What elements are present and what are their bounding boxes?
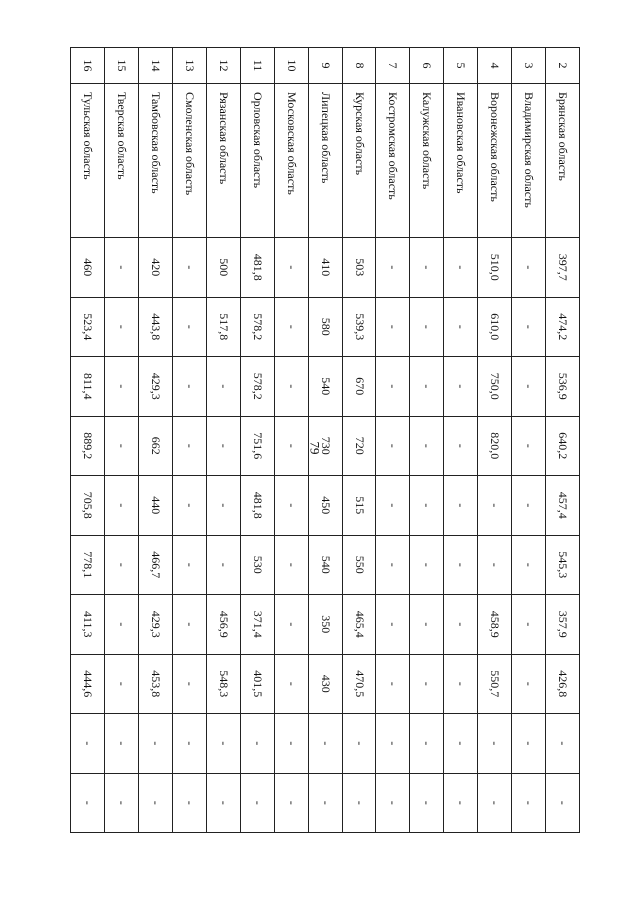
- value-cell: -: [308, 714, 342, 774]
- table-row: [71, 48, 105, 833]
- value-cell: -: [206, 416, 240, 476]
- value-cell: -: [376, 416, 410, 476]
- value-cell: -: [172, 535, 206, 595]
- table-row: [206, 48, 240, 833]
- value-cell: -: [274, 773, 308, 833]
- value-cell: -: [172, 238, 206, 298]
- table-body: [71, 48, 580, 833]
- value-cell: -: [240, 714, 274, 774]
- value-cell: -: [105, 357, 139, 417]
- table-row: [410, 48, 444, 833]
- table-row: [240, 48, 274, 833]
- value-cell: -: [444, 595, 478, 655]
- region-name: Смоленская область: [172, 84, 206, 238]
- value-cell: -: [376, 654, 410, 714]
- value-cell: 730: [308, 416, 342, 476]
- region-name: Брянская область: [546, 84, 580, 238]
- value-cell: -: [410, 416, 444, 476]
- value-cell: 466,7: [139, 535, 173, 595]
- value-cell: -: [172, 416, 206, 476]
- value-cell: -: [444, 476, 478, 536]
- value-cell: -: [105, 535, 139, 595]
- region-name: Курская область: [342, 84, 376, 238]
- value-cell: -: [512, 416, 546, 476]
- value-cell: 503: [342, 238, 376, 298]
- value-cell: 429,3: [139, 357, 173, 417]
- value-cell: -: [444, 654, 478, 714]
- row-number: 13: [172, 48, 206, 84]
- value-cell: -: [105, 773, 139, 833]
- value-cell: -: [512, 476, 546, 536]
- region-name: Воронежская область: [478, 84, 512, 238]
- value-cell: -: [376, 357, 410, 417]
- value-cell: -: [105, 297, 139, 357]
- value-cell: 458,9: [478, 595, 512, 655]
- row-number: 14: [139, 48, 173, 84]
- value-cell: 517,8: [206, 297, 240, 357]
- value-cell: 397,7: [546, 238, 580, 298]
- value-cell: 443,8: [139, 297, 173, 357]
- value-cell: -: [444, 714, 478, 774]
- value-cell: 460: [71, 238, 105, 298]
- value-cell: -: [105, 416, 139, 476]
- value-cell: -: [444, 535, 478, 595]
- value-cell: -: [274, 714, 308, 774]
- value-cell: -: [105, 714, 139, 774]
- value-cell: 540: [308, 535, 342, 595]
- value-cell: -: [274, 416, 308, 476]
- value-cell: -: [240, 773, 274, 833]
- value-cell: -: [512, 535, 546, 595]
- value-cell: -: [512, 773, 546, 833]
- table-row: [139, 48, 173, 833]
- value-cell: -: [376, 476, 410, 536]
- table-row: [512, 48, 546, 833]
- value-cell: 510,0: [478, 238, 512, 298]
- row-number: 12: [206, 48, 240, 84]
- value-cell: -: [444, 238, 478, 298]
- value-cell: -: [274, 595, 308, 655]
- value-cell: -: [206, 714, 240, 774]
- value-cell: 550,7: [478, 654, 512, 714]
- value-cell: -: [512, 714, 546, 774]
- value-cell: -: [512, 595, 546, 655]
- value-cell: 578,2: [240, 297, 274, 357]
- value-cell: -: [376, 595, 410, 655]
- value-cell: 371,4: [240, 595, 274, 655]
- value-cell: 536,9: [546, 357, 580, 417]
- region-name: Костромская область: [376, 84, 410, 238]
- table-row: [546, 48, 580, 833]
- row-number: 9: [308, 48, 342, 84]
- value-cell: -: [410, 238, 444, 298]
- value-cell: -: [172, 773, 206, 833]
- value-cell: 530: [240, 535, 274, 595]
- value-cell: -: [139, 773, 173, 833]
- value-cell: 500: [206, 238, 240, 298]
- row-number: 7: [376, 48, 410, 84]
- value-cell: -: [342, 714, 376, 774]
- value-cell: -: [478, 773, 512, 833]
- value-cell: -: [376, 714, 410, 774]
- value-cell: 457,4: [546, 476, 580, 536]
- value-cell: -: [274, 357, 308, 417]
- regions-data-table: [70, 47, 580, 833]
- value-cell: -: [71, 714, 105, 774]
- value-cell: 357,9: [546, 595, 580, 655]
- value-cell: 640,2: [546, 416, 580, 476]
- region-name: Тверская область: [105, 84, 139, 238]
- value-cell: -: [410, 714, 444, 774]
- value-cell: -: [410, 297, 444, 357]
- table-row: [274, 48, 308, 833]
- row-number: 6: [410, 48, 444, 84]
- row-number: 3: [512, 48, 546, 84]
- value-cell: 420: [139, 238, 173, 298]
- value-cell: -: [274, 535, 308, 595]
- value-cell: 453,8: [139, 654, 173, 714]
- value-cell: -: [478, 535, 512, 595]
- value-cell: 662: [139, 416, 173, 476]
- value-cell: -: [71, 773, 105, 833]
- table-row: [105, 48, 139, 833]
- row-number: 2: [546, 48, 580, 84]
- value-cell: -: [342, 773, 376, 833]
- value-cell: 751,6: [240, 416, 274, 476]
- table-row: [478, 48, 512, 833]
- value-cell: -: [376, 773, 410, 833]
- value-cell: -: [376, 535, 410, 595]
- region-name: Орловская область: [240, 84, 274, 238]
- value-cell: 580: [308, 297, 342, 357]
- value-cell: -: [274, 476, 308, 536]
- value-cell: 550: [342, 535, 376, 595]
- value-cell: 440: [139, 476, 173, 536]
- table-row: [376, 48, 410, 833]
- value-cell: -: [512, 357, 546, 417]
- value-cell: -: [376, 297, 410, 357]
- value-cell: 889,2: [71, 416, 105, 476]
- value-cell: -: [206, 535, 240, 595]
- region-name: Калужская область: [410, 84, 444, 238]
- value-cell: -: [274, 297, 308, 357]
- value-cell: 540: [308, 357, 342, 417]
- value-cell: 456,9: [206, 595, 240, 655]
- value-cell: -: [478, 476, 512, 536]
- value-cell: 474,2: [546, 297, 580, 357]
- value-cell: 578,2: [240, 357, 274, 417]
- value-cell: 410: [308, 238, 342, 298]
- value-cell: -: [206, 357, 240, 417]
- page-number: 79: [307, 441, 323, 455]
- region-name: Ивановская область: [444, 84, 478, 238]
- value-cell: -: [139, 714, 173, 774]
- region-name: Тульская область: [71, 84, 105, 238]
- value-cell: -: [444, 297, 478, 357]
- value-cell: -: [512, 654, 546, 714]
- value-cell: 450: [308, 476, 342, 536]
- region-name: Владимирская область: [512, 84, 546, 238]
- value-cell: -: [105, 238, 139, 298]
- value-cell: 481,8: [240, 476, 274, 536]
- value-cell: -: [376, 238, 410, 298]
- value-cell: -: [105, 654, 139, 714]
- value-cell: -: [512, 238, 546, 298]
- value-cell: -: [410, 357, 444, 417]
- value-cell: 705,8: [71, 476, 105, 536]
- value-cell: 426,8: [546, 654, 580, 714]
- table-row: [172, 48, 206, 833]
- value-cell: -: [172, 595, 206, 655]
- value-cell: 523,4: [71, 297, 105, 357]
- value-cell: 515: [342, 476, 376, 536]
- value-cell: -: [172, 357, 206, 417]
- value-cell: -: [206, 773, 240, 833]
- value-cell: 429,3: [139, 595, 173, 655]
- value-cell: -: [546, 714, 580, 774]
- value-cell: 401,5: [240, 654, 274, 714]
- value-cell: 444,6: [71, 654, 105, 714]
- value-cell: -: [105, 476, 139, 536]
- value-cell: 465,4: [342, 595, 376, 655]
- value-cell: -: [444, 773, 478, 833]
- value-cell: 539,3: [342, 297, 376, 357]
- value-cell: -: [274, 654, 308, 714]
- value-cell: 548,3: [206, 654, 240, 714]
- rotated-table-container: [70, 47, 580, 812]
- value-cell: -: [206, 476, 240, 536]
- value-cell: -: [444, 416, 478, 476]
- value-cell: 545,3: [546, 535, 580, 595]
- row-number: 4: [478, 48, 512, 84]
- row-number: 10: [274, 48, 308, 84]
- value-cell: -: [410, 595, 444, 655]
- value-cell: -: [478, 714, 512, 774]
- value-cell: -: [274, 238, 308, 298]
- region-name: Липецкая область: [308, 84, 342, 238]
- value-cell: -: [172, 476, 206, 536]
- value-cell: -: [172, 297, 206, 357]
- row-number: 8: [342, 48, 376, 84]
- value-cell: 820,0: [478, 416, 512, 476]
- row-number: 11: [240, 48, 274, 84]
- region-name: Тамбовская область: [139, 84, 173, 238]
- value-cell: -: [546, 773, 580, 833]
- row-number: 16: [71, 48, 105, 84]
- table-row: [444, 48, 478, 833]
- value-cell: -: [410, 773, 444, 833]
- row-number: 5: [444, 48, 478, 84]
- value-cell: -: [410, 654, 444, 714]
- region-name: Рязанская область: [206, 84, 240, 238]
- value-cell: 481,8: [240, 238, 274, 298]
- region-name: Московская область: [274, 84, 308, 238]
- value-cell: -: [512, 297, 546, 357]
- value-cell: 430: [308, 654, 342, 714]
- value-cell: 610,0: [478, 297, 512, 357]
- value-cell: -: [444, 357, 478, 417]
- value-cell: 778,1: [71, 535, 105, 595]
- value-cell: -: [172, 654, 206, 714]
- value-cell: 811,4: [71, 357, 105, 417]
- value-cell: 670: [342, 357, 376, 417]
- value-cell: 350: [308, 595, 342, 655]
- value-cell: 720: [342, 416, 376, 476]
- value-cell: -: [308, 773, 342, 833]
- table-row: [342, 48, 376, 833]
- table-row: [308, 48, 342, 833]
- value-cell: 750,0: [478, 357, 512, 417]
- row-number: 15: [105, 48, 139, 84]
- value-cell: 470,5: [342, 654, 376, 714]
- value-cell: 411,3: [71, 595, 105, 655]
- value-cell: -: [410, 535, 444, 595]
- value-cell: -: [105, 595, 139, 655]
- value-cell: -: [410, 476, 444, 536]
- value-cell: -: [172, 714, 206, 774]
